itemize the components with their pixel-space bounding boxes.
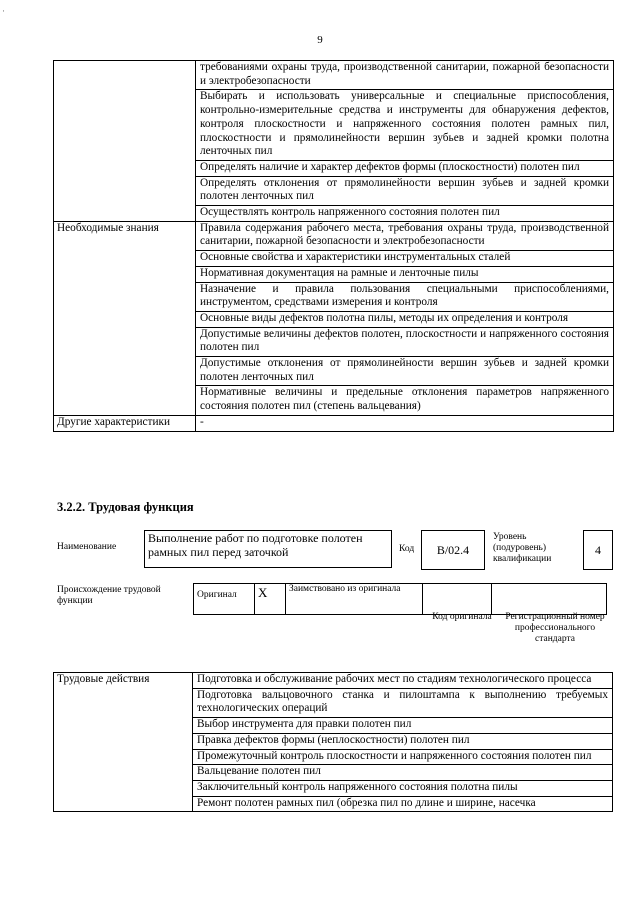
function-name-box: Выполнение работ по подготовке полотен рамных пил перед заточкой <box>144 530 392 568</box>
level-box: 4 <box>583 530 613 570</box>
table-cell: Назначение и правила пользования специальными приспособлениями, инструментом, средствами измерения и контроля <box>196 282 614 311</box>
reg-number-caption: Регистрационный номер профессионального стандарта <box>505 612 605 644</box>
table-row <box>54 61 614 90</box>
code-original-cell <box>423 584 492 615</box>
table-cell: Осуществлять контроль напряженного состояния полотен пил <box>196 206 614 222</box>
table-cell: Нормативная документация на рамные и ленточные пилы <box>196 266 614 282</box>
function-code-box: B/02.4 <box>421 530 485 570</box>
table-cell: Допустимые величины дефектов полотен, плоскостности и напряженного состояния полотен пил <box>196 327 614 356</box>
borrowed-label: Заимствовано из оригинала <box>286 584 423 615</box>
table-cell: Допустимые отклонения от прямолинейности вершин зубьев и задней кромки полотен ленточных пил <box>196 357 614 386</box>
label-cell-empty <box>54 61 196 222</box>
original-mark: X <box>255 584 286 615</box>
table-cell: Выбор инструмента для правки полотен пил <box>193 718 613 734</box>
table-cell: требованиями охраны труда, производственной санитарии, пожарной безопасности и электробезопасности <box>196 61 614 90</box>
table-cell: Подготовка и обслуживание рабочих мест по стадиям технологического процесса <box>193 673 613 689</box>
name-label: Наименование <box>57 542 117 552</box>
table-cell: Определять отклонения от прямолинейности вершин зубьев и задней кромки полотен ленточных пил <box>196 176 614 205</box>
table-cell: Промежуточный контроль плоскостности и напряженного состояния полотен пил <box>193 749 613 765</box>
skills-knowledge-table <box>53 60 614 432</box>
table-row <box>54 221 614 250</box>
origin-table <box>193 583 607 615</box>
table-row <box>54 673 613 689</box>
labor-actions-table <box>53 672 613 812</box>
table-cell: Основные свойства и характеристики инструментальных сталей <box>196 251 614 267</box>
other-label: Другие характеристики <box>54 415 196 431</box>
other-value: - <box>196 415 614 431</box>
table-cell: Нормативные величины и предельные отклонения параметров напряженного состояния полотен пил (степень вальцевания) <box>196 386 614 415</box>
table-cell: Вальцевание полотен пил <box>193 765 613 781</box>
knowledge-label: Необходимые знания <box>54 221 196 415</box>
table-cell: Правила содержания рабочего места, требования охраны труда, производственной санитарии, пожарной безопасности и электробезопасности <box>196 221 614 250</box>
scan-speck: · <box>2 6 5 16</box>
table-cell: Основные виды дефектов полотна пилы, методы их определения и контроля <box>196 311 614 327</box>
table-cell: Подготовка вальцовочного станка и пилоштампа к выполнению требуемых технологических операций <box>193 688 613 717</box>
section-title: 3.2.2. Трудовая функция <box>57 500 194 514</box>
code-original-caption: Код оригинала <box>432 612 492 622</box>
level-label: Уровень (подуровень) квалификации <box>493 532 552 564</box>
table-cell: Определять наличие и характер дефектов формы (плоскостности) полотен пил <box>196 160 614 176</box>
table-cell: Правка дефектов формы (неплоскостности) полотен пил <box>193 733 613 749</box>
code-label: Код <box>399 544 415 554</box>
table-cell: Ремонт полотен рамных пил (обрезка пил по длине и ширине, насечка <box>193 796 613 812</box>
reg-number-cell <box>492 584 607 615</box>
table-cell: Заключительный контроль напряженного состояния полотна пилы <box>193 780 613 796</box>
page-number: 9 <box>317 34 323 46</box>
original-label: Оригинал <box>194 584 255 615</box>
table-row <box>54 415 614 431</box>
origin-label: Происхождение трудовой функции <box>57 585 161 606</box>
labor-actions-label: Трудовые действия <box>54 673 193 812</box>
table-cell: Выбирать и использовать универсальные и специальные приспособления, контрольно-измерительные средства и инструменты для обнаружения дефектов, контроля плоскостности и напряженного состояния полотен рамных пил, плоскостности и прямолинейности вершин зубьев и задней кромки полотна ленточных пил <box>196 90 614 161</box>
